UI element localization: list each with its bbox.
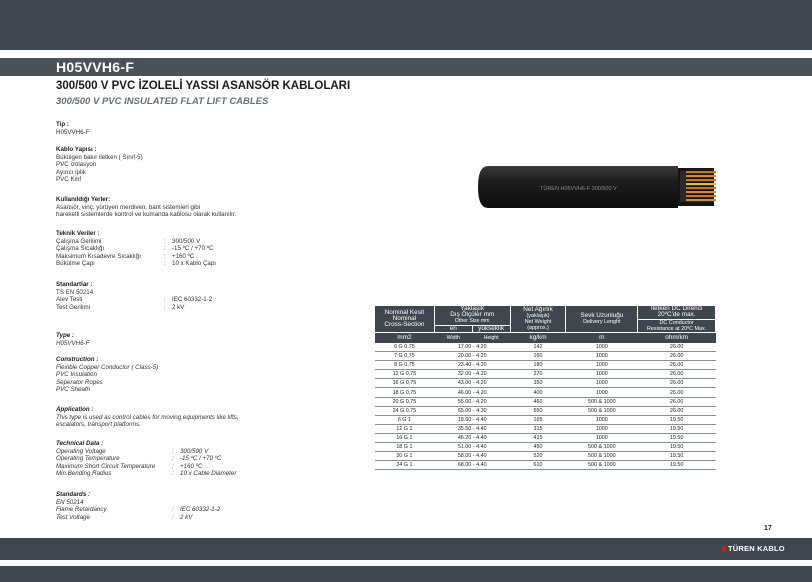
cell-section: 16 G 0,75: [375, 379, 435, 388]
en-standards-value: IEC 60332-1-2: [180, 506, 221, 514]
cell-dimensions: 58.00 - 4.40: [434, 452, 510, 461]
header-weight: Net Ağırlık (yaklaşık) Net Weight (approx.): [510, 306, 566, 333]
en-construction-line: Seperator Ropes: [56, 378, 103, 386]
tr-type-value: H05VVH6-F: [56, 128, 90, 136]
cell-resistance: 26.00: [638, 397, 716, 406]
en-technical-value: -15 ºC / +70 ºC: [180, 455, 222, 463]
header-resistance: İletken DC Direnci 20ºC'de max. DC Conductor Resistance at 20ºC Max.: [638, 306, 716, 333]
cell-dimensions: 55.00 - 4.20: [434, 397, 510, 406]
tr-technical-row: Bükülme Çapı : 10 x Kablo Çapı: [56, 260, 217, 268]
cell-section: 8 G 0,75: [375, 361, 435, 370]
en-technical-value: 10 x Cable Diameter: [180, 470, 237, 478]
tr-standards-value: 2 kV: [172, 303, 185, 311]
tr-technical-block: [56, 230, 216, 268]
cell-dimensions: 65.00 - 4.30: [434, 406, 510, 415]
en-technical-key: Operating Temperature: [56, 455, 120, 463]
tr-standards-block: [56, 281, 212, 311]
tr-standards-heading: Standartlar :: [56, 281, 93, 288]
en-standards-key: Flame Retardancy: [56, 506, 107, 514]
en-construction-heading: Construction :: [56, 356, 99, 363]
page-title-en: 300/500 V PVC INSULATED FLAT LIFT CABLES: [56, 96, 269, 107]
header-width-tr: en: [434, 325, 472, 332]
cell-weight: 270: [510, 370, 566, 379]
cell-weight: 450: [510, 443, 566, 452]
en-technical-key: Maximum Short Circuit Temperature: [56, 462, 156, 470]
cell-delivery: 500 & 1000: [566, 452, 638, 461]
unit-resistance: ohm/km: [638, 333, 716, 343]
table-row: [375, 361, 716, 370]
cell-weight: 142: [510, 343, 566, 352]
bottom-band: [0, 538, 812, 560]
tr-technical-row: Çalışma Gerilimi : 300/500 V: [56, 237, 201, 245]
cell-weight: 160: [510, 352, 566, 361]
cell-weight: 550: [510, 406, 566, 415]
en-technical-key: Operating Voltage: [56, 447, 106, 455]
table-row: [375, 424, 716, 433]
en-application-block: [56, 406, 239, 429]
table-row: [375, 461, 716, 470]
product-code: H05VVH6-F: [56, 59, 135, 75]
tr-technical-key: Çalışma Gerilimi: [56, 237, 102, 245]
cell-weight: 520: [510, 452, 566, 461]
en-construction-line: PVC Insulation: [56, 371, 97, 379]
page-title-tr: 300/500 V PVC İZOLELİ YASSI ASANSÖR KABLOLARI: [56, 80, 351, 92]
cell-delivery: 1000: [566, 361, 638, 370]
tr-usage-heading: Kullanıldığı Yerler:: [56, 196, 111, 203]
cell-delivery: 500 & 1000: [566, 397, 638, 406]
en-technical-heading: Technical Data :: [56, 440, 104, 447]
cell-weight: 315: [510, 424, 566, 433]
en-technical-value: +160 ºC: [180, 462, 203, 470]
cell-resistance: 26.00: [638, 361, 716, 370]
tr-construction-line: PVC Kılıf: [56, 176, 82, 184]
cell-delivery: 1000: [566, 343, 638, 352]
table-row: [375, 397, 716, 406]
cell-weight: 400: [510, 388, 566, 397]
cell-weight: 350: [510, 379, 566, 388]
en-construction-block: [56, 356, 158, 394]
cell-resistance: 26.00: [638, 370, 716, 379]
cell-section: 24 G 1: [375, 461, 435, 470]
unit-row: [375, 333, 716, 343]
cell-delivery: 1000: [566, 388, 638, 397]
en-application-heading: Application :: [56, 406, 94, 413]
cell-resistance: 19.50: [638, 424, 716, 433]
cell-resistance: 26.00: [638, 352, 716, 361]
tr-technical-row: Maksimum Kısadevre Sıcaklığı : +160 ºC: [56, 252, 195, 260]
header-section: Nominal Kesit Nominal Cross-Section: [375, 306, 435, 333]
tr-construction-line: Bükülgen bakır iletken ( Sınıf-5): [56, 153, 143, 161]
tr-standards-value: IEC 60332-1-2: [172, 296, 213, 304]
cell-section: 16 G 1: [375, 433, 435, 442]
cell-delivery: 500 & 1000: [566, 461, 638, 470]
tr-technical-key: Bükülme Çapı: [56, 260, 95, 268]
cell-dimensions: 51.00 - 4.40: [434, 443, 510, 452]
tr-type-heading: Tip :: [56, 121, 69, 128]
cell-section: 7 G 0,75: [375, 352, 435, 361]
unit-weight: kg/km: [510, 333, 566, 343]
header-dimensions: Yaklaşık Dış Ölçüler mm Other Size mm: [434, 306, 510, 326]
cell-dimensions: 46.00 - 4.20: [434, 388, 510, 397]
tr-standards-first: TS EN 50214: [56, 288, 94, 296]
cell-dimensions: 23.40 - 4.20: [434, 361, 510, 370]
tr-usage-line: hareketli sistemlerde kontrol ve kumanda kablosu olarak kullanılır.: [56, 211, 237, 219]
top-bar: [0, 0, 812, 50]
tr-construction-line: PVC izolasyon: [56, 161, 97, 169]
cell-dimensions: 68.00 - 4.40: [434, 461, 510, 470]
en-technical-row: Operating Voltage : 300/500 V: [56, 447, 209, 455]
en-standards-key: Test Voltage: [56, 513, 90, 521]
unit-height: Height: [472, 333, 510, 343]
cell-delivery: 1000: [566, 379, 638, 388]
tr-standards-row: Alev Testi : IEC 60332-1-2: [56, 296, 213, 304]
en-standards-row: Test Voltage : 2 kV: [56, 513, 193, 521]
tr-construction-line: Ayırıcı iplik: [56, 168, 86, 176]
table-row: [375, 352, 716, 361]
brand-flame-icon: [721, 545, 727, 553]
en-application-line: escalators, transport platforms.: [56, 421, 141, 429]
cell-dimensions: 17.00 - 4.20: [434, 343, 510, 352]
cell-section: 12 G 0,75: [375, 370, 435, 379]
en-application-line: This type is used as control cables for moving equipments like lifts,: [56, 413, 239, 421]
en-technical-row: Maximum Short Circuit Temperature : +160 ºC: [56, 462, 203, 470]
cable-image: [478, 162, 718, 212]
cell-resistance: 19.50: [638, 461, 716, 470]
top-strip: [0, 50, 812, 58]
tr-technical-value: 300/500 V: [172, 237, 201, 245]
en-construction-line: Flexible Copper Conductor ( Class-5): [56, 363, 159, 371]
unit-section: mm2: [375, 333, 435, 343]
table-row: [375, 443, 716, 452]
cell-dimensions: 20.00 - 4.20: [434, 352, 510, 361]
table-row: [375, 379, 716, 388]
en-type-value: H05VVH6-F: [56, 339, 90, 347]
cell-section: 24 G 0,75: [375, 406, 435, 415]
brand-logo: TÜREN KABLO: [728, 544, 785, 553]
tr-standards-key: Test Gerilimi: [56, 303, 91, 311]
spec-table: [374, 305, 716, 470]
cell-dimensions: 43.00 - 4.20: [434, 379, 510, 388]
tr-technical-value: -15 ºC / +70 ºC: [172, 245, 214, 253]
tr-construction-heading: Kablo Yapısı :: [56, 146, 97, 153]
tr-usage-block: [56, 196, 236, 219]
tr-technical-value: +160 ºC: [172, 252, 195, 260]
cell-section: 18 G 0,75: [375, 388, 435, 397]
table-row: [375, 406, 716, 415]
cell-resistance: 19.50: [638, 443, 716, 452]
en-construction-line: PVC Sheath: [56, 386, 91, 394]
en-type-block: [56, 332, 89, 347]
cell-resistance: 26.00: [638, 406, 716, 415]
cell-resistance: 26.00: [638, 388, 716, 397]
header-height-tr: yükseklik: [472, 325, 510, 332]
cell-delivery: 1000: [566, 424, 638, 433]
unit-delivery: m: [566, 333, 638, 343]
cell-dimensions: 35.50 - 4.40: [434, 424, 510, 433]
table-row: [375, 452, 716, 461]
tr-usage-line: Asansör, vinç, yürüyen merdiven, bant sistemleri gibi: [56, 203, 201, 211]
en-technical-block: [56, 440, 236, 478]
tr-type-block: [56, 121, 89, 136]
cell-resistance: 19.50: [638, 433, 716, 442]
tr-technical-value: 10 x Kablo Çapı: [172, 260, 217, 268]
cell-resistance: 19.50: [638, 452, 716, 461]
cell-section: 6 G 0,75: [375, 343, 435, 352]
cell-weight: 165: [510, 415, 566, 424]
en-type-heading: Type :: [56, 332, 74, 339]
cell-dimensions: 32.00 - 4.20: [434, 370, 510, 379]
en-technical-value: 300/500 V: [180, 447, 209, 455]
cell-dimensions: 18.60 - 4.40: [434, 415, 510, 424]
cell-resistance: 19.50: [638, 415, 716, 424]
en-standards-value: 2 kV: [180, 513, 193, 521]
tr-standards-key: Alev Testi: [56, 296, 83, 304]
tr-standards-row: Test Gerilimi : 2 kV: [56, 303, 185, 311]
cell-section: 6 G 1: [375, 415, 435, 424]
en-standards-block: [56, 491, 220, 521]
en-technical-key: Min.Bending Radius: [56, 470, 112, 478]
en-technical-row: Min.Bending Radius : 10 x Cable Diameter: [56, 470, 237, 478]
unit-width: Width: [434, 333, 472, 343]
page-number: 17: [764, 525, 772, 532]
cell-weight: 610: [510, 461, 566, 470]
cell-weight: 180: [510, 361, 566, 370]
cell-resistance: 26.00: [638, 343, 716, 352]
table-row: [375, 370, 716, 379]
tr-construction-block: [56, 146, 143, 184]
cell-section: 20 G 0,75: [375, 397, 435, 406]
tr-technical-key: Çalışma Sıcaklığı: [56, 245, 105, 253]
cell-weight: 460: [510, 397, 566, 406]
cell-section: 20 G 1: [375, 452, 435, 461]
cell-delivery: 500 & 1000: [566, 406, 638, 415]
table-row: [375, 388, 716, 397]
tr-technical-row: Çalışma Sıcaklığı : -15 ºC / +70 ºC: [56, 245, 214, 253]
table-row: [375, 433, 716, 442]
cell-delivery: 1000: [566, 433, 638, 442]
cell-section: 18 G 1: [375, 443, 435, 452]
bottom-bar: [0, 566, 812, 582]
table-row: [375, 415, 716, 424]
cell-resistance: 26.00: [638, 379, 716, 388]
cell-delivery: 1000: [566, 370, 638, 379]
cell-delivery: 1000: [566, 415, 638, 424]
en-standards-first: EN 50214: [56, 498, 84, 506]
en-standards-row: Flame Retardancy : IEC 60332-1-2: [56, 506, 221, 514]
cell-weight: 415: [510, 433, 566, 442]
table-row: [375, 343, 716, 352]
tr-technical-key: Maksimum Kısadevre Sıcaklığı: [56, 252, 141, 260]
header-delivery: Sevk Uzunluğu Delivery Lenght: [566, 306, 638, 333]
en-standards-heading: Standards :: [56, 491, 91, 498]
cell-dimensions: 46.20 - 4.40: [434, 433, 510, 442]
cable-print: TÜREN H05VVH6-F 300/500 V: [540, 186, 617, 192]
tr-technical-heading: Teknik Veriler :: [56, 230, 100, 237]
en-technical-row: Operating Temperature : -15 ºC / +70 ºC: [56, 455, 222, 463]
cell-delivery: 1000: [566, 352, 638, 361]
cell-delivery: 500 & 1000: [566, 443, 638, 452]
cell-section: 12 G 1: [375, 424, 435, 433]
